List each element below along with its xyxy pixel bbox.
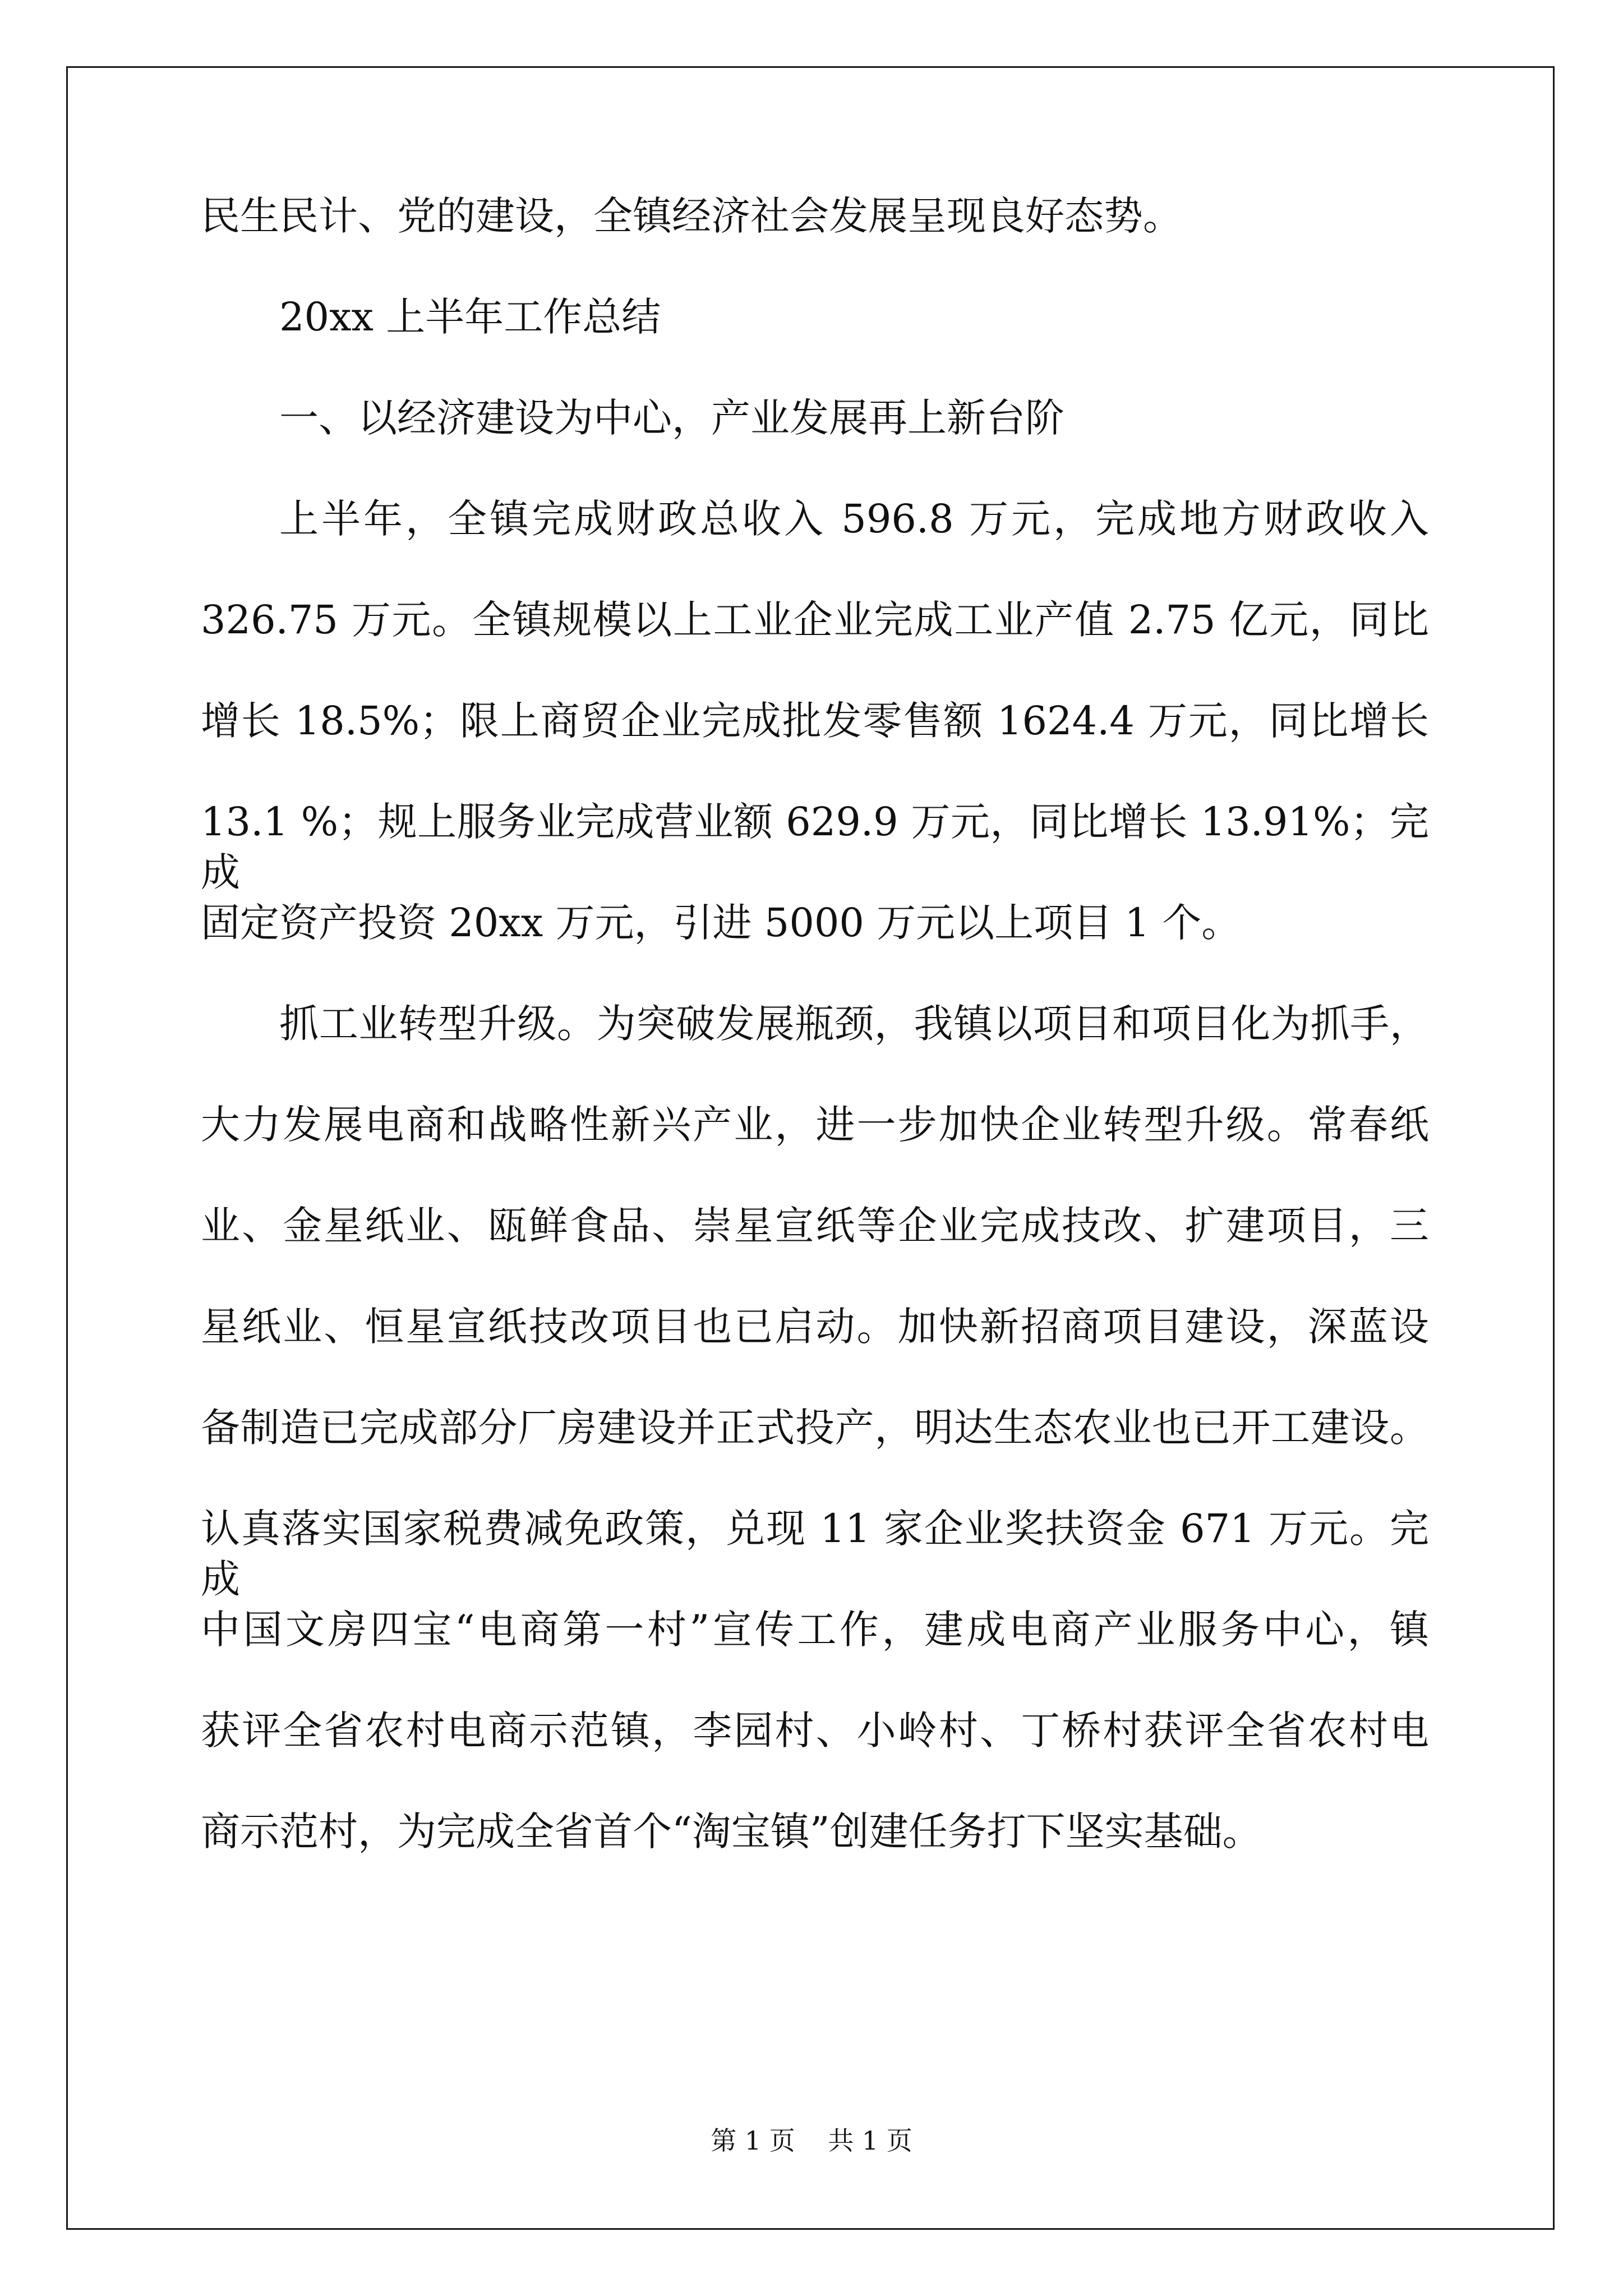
text-line: 固定资产投资 20xx 万元，引进 5000 万元以上项目 1 个。 xyxy=(201,900,1241,946)
text-line: 民生民计、党的建设，全镇经济社会发展呈现良好态势。 xyxy=(201,193,1182,239)
text-line: 星纸业、恒星宣纸技改项目也已启动。加快新招商项目建设，深蓝设 xyxy=(201,1304,1429,1350)
text-line: 抓工业转型升级。为突破发展瓶颈，我镇以项目和项目化为抓手， xyxy=(279,1001,1429,1047)
text-line: 13.1 %；规上服务业完成营业额 629.9 万元，同比增长 13.91%；完成 xyxy=(201,799,1429,895)
text-line: 大力发展电商和战略性新兴产业，进一步加快企业转型升级。常春纸 xyxy=(201,1102,1429,1148)
text-line: 商示范村，为完成全省首个“淘宝镇”创建任务打下坚实基础。 xyxy=(201,1809,1262,1855)
text-line: 上半年，全镇完成财政总收入 596.8 万元，完成地方财政收入 xyxy=(279,496,1429,542)
page-number-footer: 第 1 页 共 1 页 xyxy=(711,2125,912,2156)
text-line: 326.75 万元。全镇规模以上工业企业完成工业产值 2.75 亿元，同比 xyxy=(201,597,1429,643)
text-line: 获评全省农村电商示范镇，李园村、小岭村、丁桥村获评全省农村电 xyxy=(201,1708,1429,1754)
text-line: 业、金星纸业、瓯鲜食品、崇星宣纸等企业完成技改、扩建项目，三 xyxy=(201,1203,1429,1249)
text-line: 备制造已完成部分厂房建设并正式投产，明达生态农业也已开工建设。 xyxy=(201,1405,1429,1451)
section-title: 20xx 上半年工作总结 xyxy=(279,294,661,340)
text-line: 中国文房四宝“电商第一村”宣传工作，建成电商产业服务中心，镇 xyxy=(201,1607,1429,1653)
text-line: 认真落实国家税费减免政策，兑现 11 家企业奖扶资金 671 万元。完成 xyxy=(201,1506,1429,1602)
heading-level-1: 一、以经济建设为中心，产业发展再上新台阶 xyxy=(279,395,1064,441)
text-line: 增长 18.5%；限上商贸企业完成批发零售额 1624.4 万元，同比增长 xyxy=(201,698,1429,744)
